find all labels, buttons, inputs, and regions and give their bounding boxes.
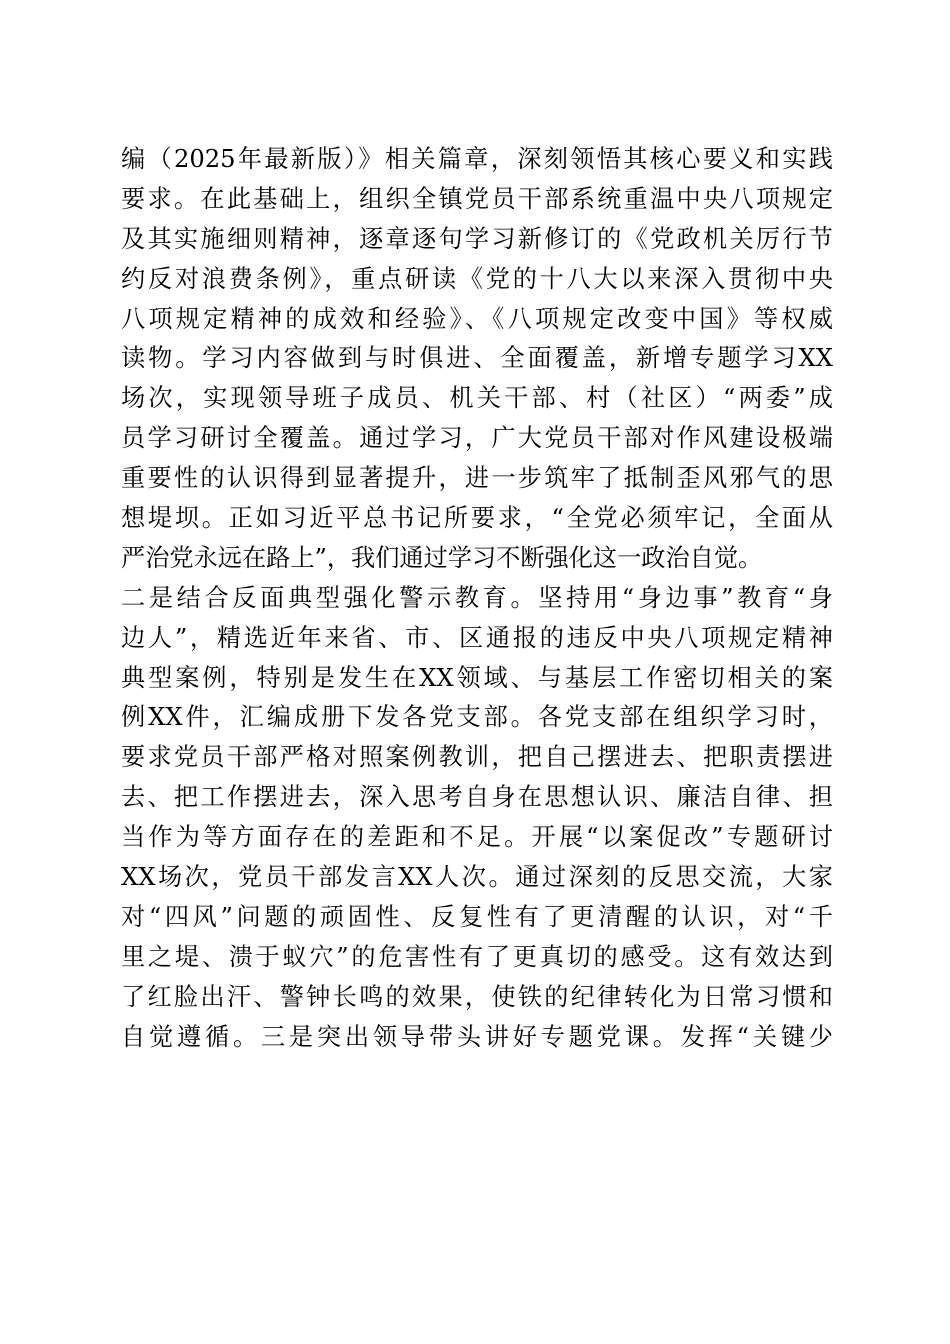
- text-line: 要求党员干部严格对照案例教训，把自己摆进去、把职责摆进: [121, 743, 833, 772]
- text-line: 典型案例，特别是发生在XX领域、与基层工作密切相关的案: [121, 663, 833, 692]
- body-text: [121, 140, 833, 1057]
- text-line: 严治党永远在路上”，我们通过学习不断强化这一政治自觉。: [121, 543, 763, 572]
- text-line: 了红脸出汗、警钟长鸣的效果，使铁的纪律转化为日常习惯和: [121, 982, 833, 1011]
- text-line: 二是结合反面典型强化警示教育。坚持用“身边事”教育“身: [121, 583, 833, 612]
- text-line: 自觉遵循。三是突出领导带头讲好专题党课。发挥“关键少: [121, 1022, 833, 1051]
- text-line: XX场次，党员干部发言XX人次。通过深刻的反思交流，大家: [121, 863, 833, 892]
- text-line: 去、把工作摆进去，深入思考自身在思想认识、廉洁自律、担: [121, 783, 833, 812]
- text-line: 八项规定精神的成效和经验》、《八项规定改变中国》等权威: [121, 304, 833, 333]
- text-line: 约反对浪费条例》，重点研读《党的十八大以来深入贯彻中央: [121, 264, 833, 293]
- text-line: 例XX件，汇编成册下发各党支部。各党支部在组织学习时，: [121, 703, 833, 732]
- text-line: 想堤坝。正如习近平总书记所要求，“全党必须牢记，全面从: [121, 504, 833, 533]
- text-line: 场次，实现领导班子成员、机关干部、村（社区）“两委”成: [121, 384, 833, 413]
- text-line: 里之堤、溃于蚁穴”的危害性有了更真切的感受。这有效达到: [121, 942, 833, 971]
- text-line: 读物。学习内容做到与时俱进、全面覆盖，新增专题学习XX: [121, 344, 833, 373]
- text-line: 边人”，精选近年来省、市、区通报的违反中央八项规定精神: [121, 623, 833, 652]
- text-line: 员学习研讨全覆盖。通过学习，广大党员干部对作风建设极端: [121, 424, 833, 453]
- text-line: 要求。在此基础上，组织全镇党员干部系统重温中央八项规定: [121, 184, 833, 213]
- text-line: 当作为等方面存在的差距和不足。开展“以案促改”专题研讨: [121, 823, 833, 852]
- text-line: 及其实施细则精神，逐章逐句学习新修订的《党政机关厉行节: [121, 224, 833, 253]
- text-line: 编（2025年最新版）》相关篇章，深刻领悟其核心要义和实践: [121, 145, 833, 173]
- text-line: 对“四风”问题的顽固性、反复性有了更清醒的认识，对“千: [121, 902, 833, 931]
- text-line: 重要性的认识得到显著提升，进一步筑牢了抵制歪风邪气的思: [121, 464, 833, 493]
